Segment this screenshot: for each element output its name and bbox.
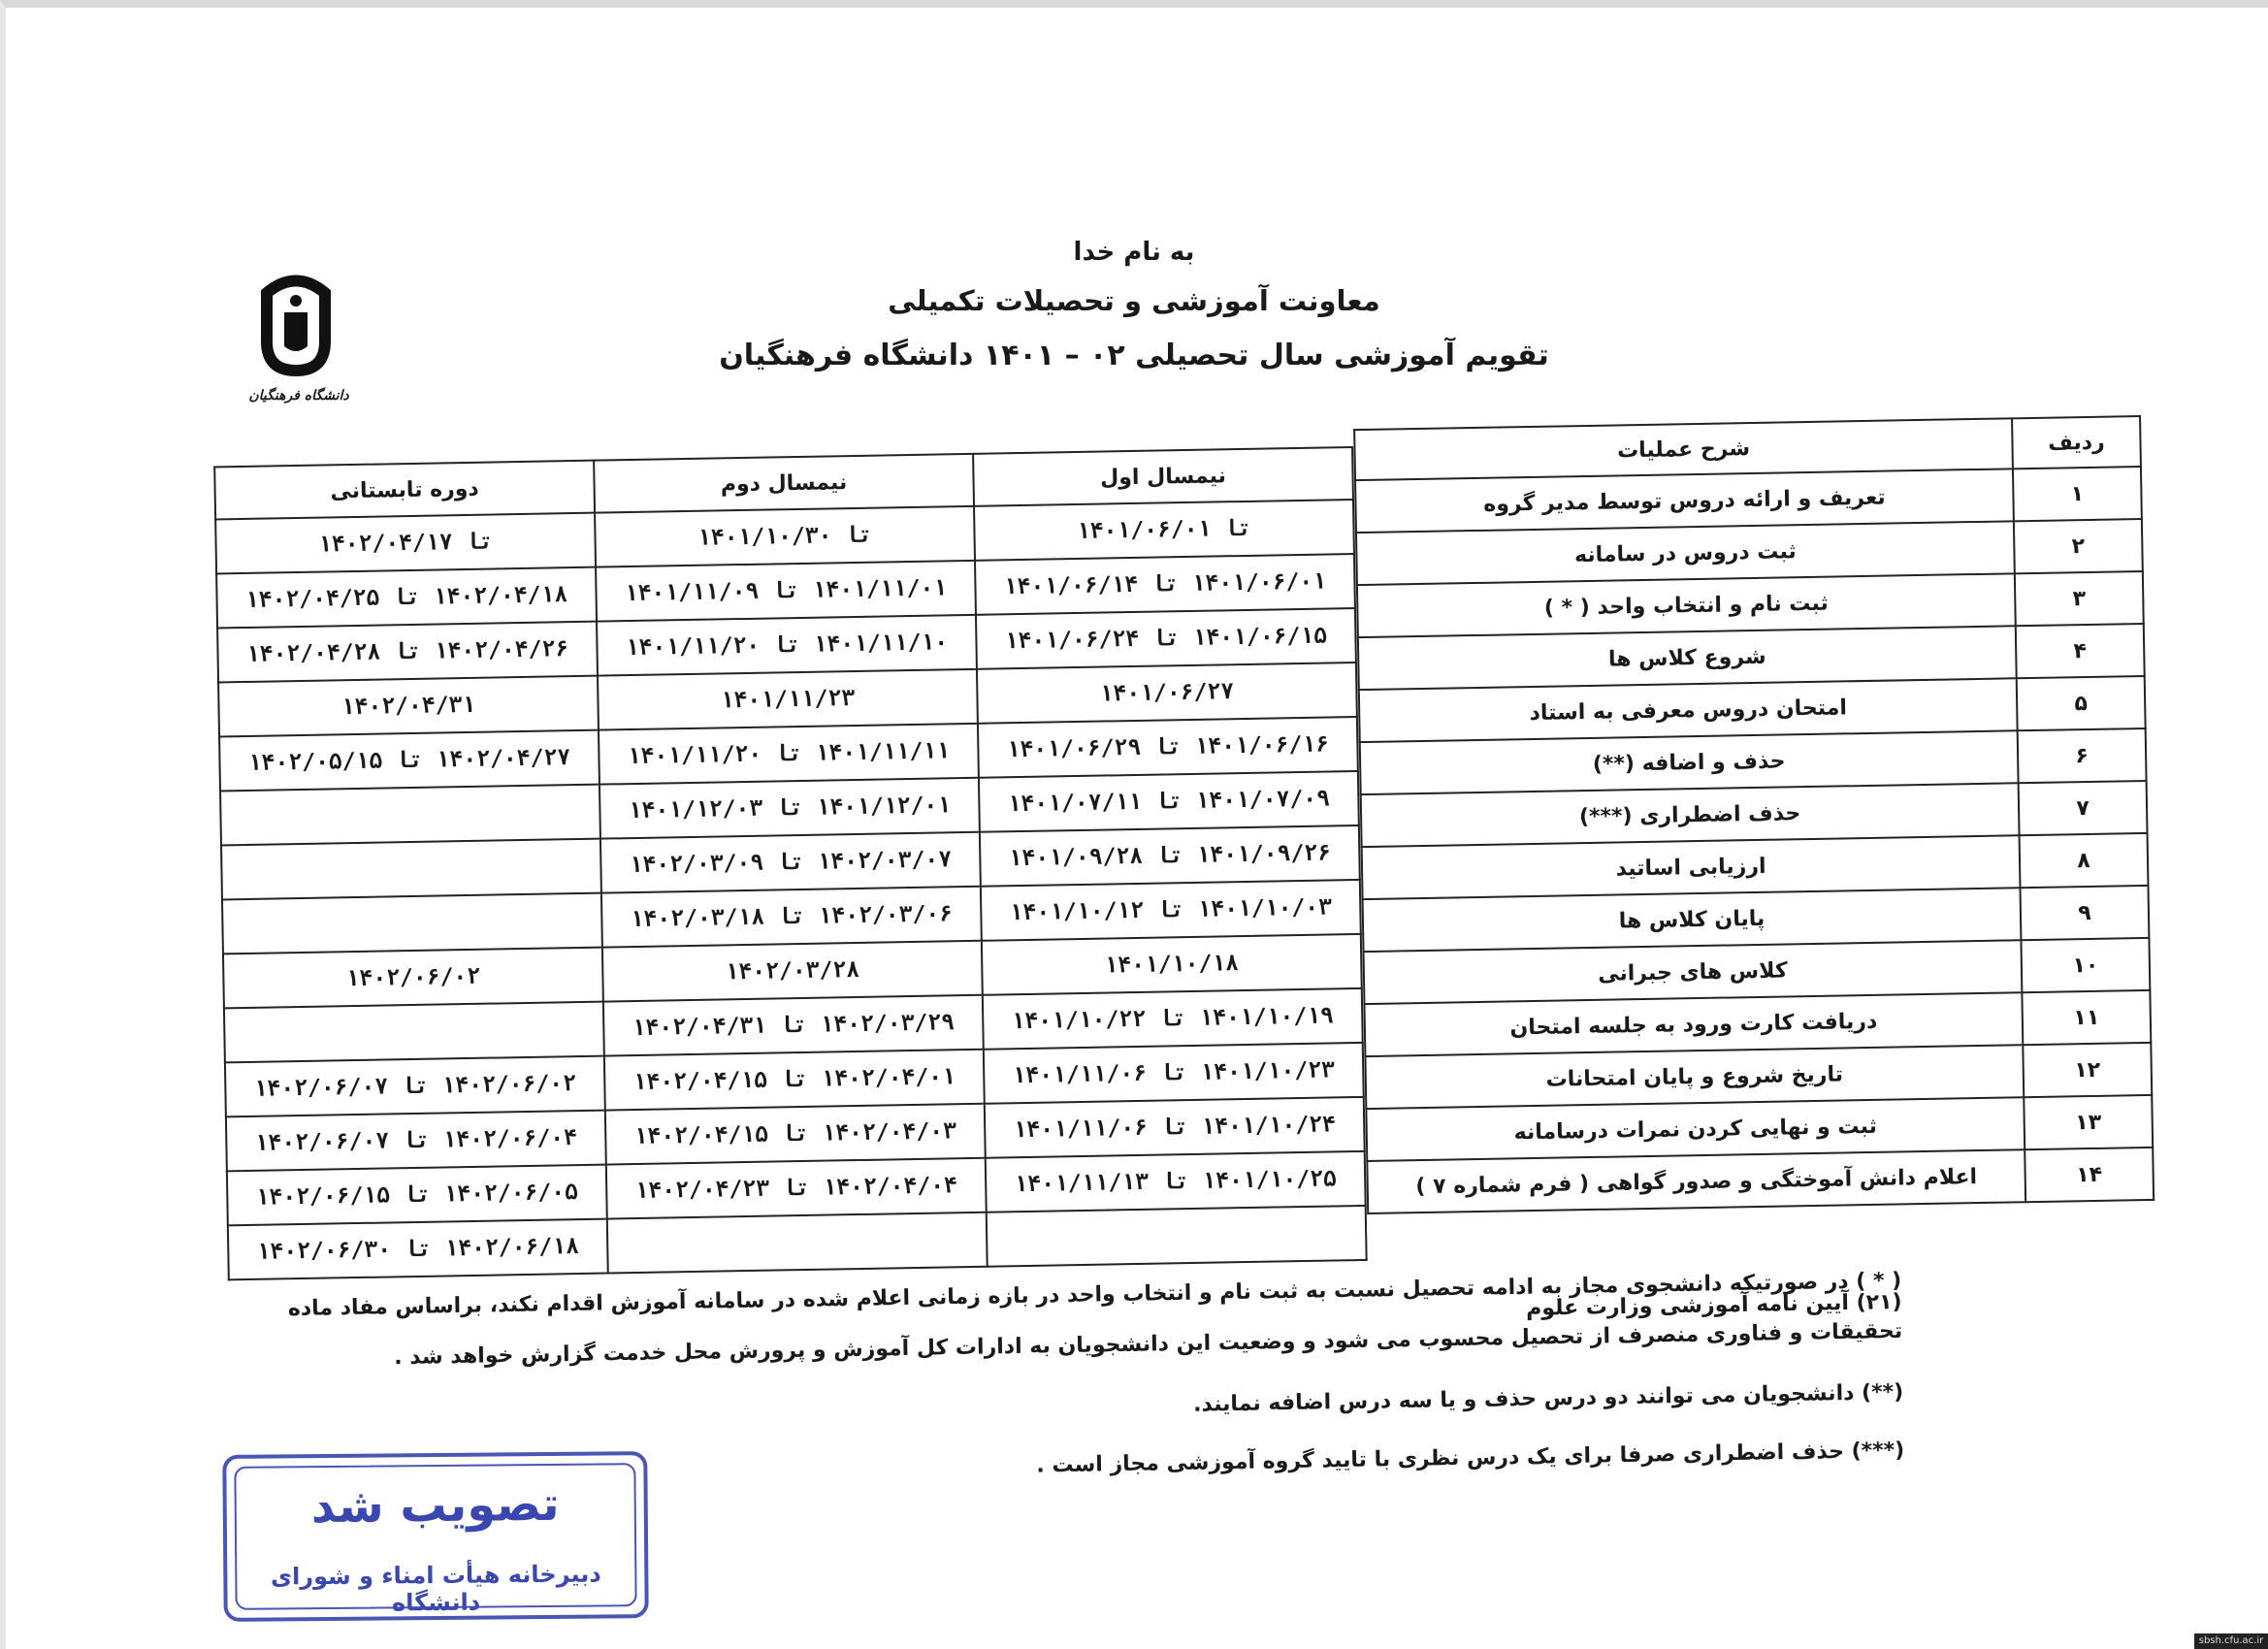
footnote-1: ( * ) در صورتیکه دانشجوی مجاز به ادامه تحصیل نسبت به ثبت نام و انتخاب واحد در بازه زمانی اعلام شده در سامانه آموزش اقدام نکند، براساس مفاد ماده (۲۱) آیین نامه آموزشی وزارت علوم (287, 1269, 1902, 1322)
row-number: ۳ (2015, 571, 2144, 626)
document-title: تقویم آموزشی سال تحصیلی ۰۲ – ۱۴۰۱ دانشگاه فرهنگیان (719, 339, 1549, 372)
operation-description: دریافت کارت ورود به جلسه امتحان (1364, 992, 2023, 1056)
operation-description: اعلام دانش آموختگی و صدور گواهی ( فرم شماره ۷ ) (1367, 1149, 2025, 1213)
operations-table (1353, 415, 2155, 1214)
second-semester-date: تا ۱۴۰۱/۱۰/۳۰ (595, 506, 975, 567)
operation-description: کلاس های جبرانی (1364, 940, 2023, 1004)
first-semester-date: ۱۴۰۱/۱۰/۲۳ تا ۱۴۰۱/۱۱/۰۶ (984, 1043, 1364, 1104)
dates-table (213, 446, 1367, 1280)
first-semester-date: ۱۴۰۱/۰۶/۰۱ تا ۱۴۰۱/۰۶/۱۴ (975, 554, 1355, 615)
second-semester-date: ۱۴۰۲/۰۳/۲۸ (602, 941, 983, 1002)
summer-term-date: ۱۴۰۲/۰۶/۰۵ تا ۱۴۰۲/۰۶/۱۵ (227, 1165, 607, 1226)
second-semester-date: ۱۴۰۲/۰۴/۰۴ تا ۱۴۰۲/۰۴/۲۳ (606, 1158, 987, 1219)
summer-term-date (221, 839, 601, 900)
operation-description: ثبت و نهایی کردن نمرات درسامانه (1366, 1097, 2025, 1161)
row-number: ۱۰ (2021, 938, 2150, 992)
summer-term-date: ۱۴۰۲/۰۴/۳۱ (218, 676, 599, 737)
second-semester-date: ۱۴۰۱/۱۱/۱۰ تا ۱۴۰۱/۱۱/۲۰ (597, 615, 977, 676)
second-semester-header: نیمسال دوم (594, 454, 974, 513)
second-semester-date: ۱۴۰۲/۰۴/۰۳ تا ۱۴۰۲/۰۴/۱۵ (605, 1104, 986, 1165)
bismillah-line: به نام خدا (1073, 238, 1195, 267)
stamp-title: تصویب شد (310, 1476, 560, 1535)
second-semester-date: ۱۴۰۲/۰۳/۰۶ تا ۱۴۰۲/۰۳/۱۸ (601, 887, 982, 948)
operation-description: تاریخ شروع و پایان امتحانات (1365, 1045, 2024, 1109)
approval-stamp (222, 1451, 648, 1622)
operation-description: شروع کلاس ها (1358, 626, 2017, 690)
summer-term-date: ۱۴۰۲/۰۶/۰۴ تا ۱۴۰۲/۰۶/۰۷ (226, 1111, 606, 1172)
row-number: ۷ (2019, 781, 2148, 835)
second-semester-date: ۱۴۰۱/۱۲/۰۱ تا ۱۴۰۱/۱۲/۰۳ (599, 778, 980, 839)
first-semester-date: ۱۴۰۱/۰۷/۰۹ تا ۱۴۰۱/۰۷/۱۱ (979, 771, 1359, 832)
first-semester-date: ۱۴۰۱/۰۹/۲۶ تا ۱۴۰۱/۰۹/۲۸ (980, 825, 1360, 887)
row-number: ۱۴ (2025, 1148, 2154, 1202)
operation-description-header: شرح عملیات (1354, 418, 2013, 480)
first-semester-date: ۱۴۰۱/۰۶/۱۵ تا ۱۴۰۱/۰۶/۲۴ (976, 608, 1356, 669)
logo-caption: دانشگاه فرهنگیان (248, 388, 349, 404)
footnote-3: (***) حذف اضطراری صرفا برای یک درس نظری با تایید گروه آموزشی مجاز است . (1036, 1438, 1905, 1478)
summer-term-date (224, 1002, 604, 1063)
first-semester-date: ۱۴۰۱/۱۰/۱۹ تا ۱۴۰۱/۱۰/۲۲ (983, 988, 1363, 1050)
university-logo-icon (247, 274, 344, 400)
first-semester-date: ۱۴۰۱/۱۰/۰۳ تا ۱۴۰۱/۱۰/۱۲ (981, 880, 1361, 941)
summer-term-date: ۱۴۰۲/۰۴/۲۶ تا ۱۴۰۲/۰۴/۲۸ (217, 622, 598, 683)
second-semester-date: ۱۴۰۱/۱۱/۲۳ (598, 669, 978, 730)
summer-term-date: ۱۴۰۲/۰۶/۰۲ (223, 948, 603, 1009)
summer-term-date: ۱۴۰۲/۰۶/۰۲ تا ۱۴۰۲/۰۶/۰۷ (225, 1056, 605, 1117)
summer-term-date: ۱۴۰۲/۰۴/۱۸ تا ۱۴۰۲/۰۴/۲۵ (216, 567, 597, 629)
summer-term-date (220, 785, 600, 846)
row-number: ۱۲ (2023, 1043, 2152, 1097)
first-semester-date: ۱۴۰۱/۱۰/۲۴ تا ۱۴۰۱/۱۱/۰۶ (985, 1097, 1365, 1158)
first-semester-date: ۱۴۰۱/۰۶/۲۷ (977, 663, 1357, 724)
operation-description: ثبت نام و انتخاب واحد ( * ) (1357, 573, 2016, 637)
first-semester-date: ۱۴۰۱/۱۰/۲۵ تا ۱۴۰۱/۱۱/۱۳ (986, 1151, 1366, 1212)
operation-description: تعریف و ارائه دروس توسط مدیر گروه (1355, 469, 2014, 533)
operation-description: ثبت دروس در سامانه (1356, 521, 2015, 585)
summer-term-date (222, 893, 602, 954)
row-number: ۱۳ (2024, 1095, 2153, 1149)
row-number: ۱۱ (2022, 990, 2151, 1045)
row-number: ۶ (2018, 728, 2147, 783)
operation-description: حذف و اضافه (**) (1360, 730, 2019, 794)
site-watermark: sbsh.cfu.ac.ir (2194, 1633, 2268, 1649)
row-number: ۴ (2016, 624, 2145, 678)
operation-description: ارزیابی اساتید (1362, 835, 2021, 899)
summer-term-date: تا ۱۴۰۲/۰۴/۱۷ (215, 513, 596, 574)
operation-description: امتحان دروس معرفی به استاد (1359, 678, 2018, 742)
row-number-header: ردیف (2012, 416, 2141, 469)
first-semester-header: نیمسال اول (973, 447, 1353, 506)
stamp-subtitle: دبیرخانه هیأت امناء و شورای دانشگاه (270, 1560, 601, 1617)
second-semester-date: ۱۴۰۱/۱۱/۱۱ تا ۱۴۰۱/۱۱/۲۰ (599, 724, 979, 785)
first-semester-date: تا ۱۴۰۱/۰۶/۰۱ (974, 500, 1354, 561)
summer-term-date: ۱۴۰۲/۰۶/۱۸ تا ۱۴۰۲/۰۶/۳۰ (228, 1219, 608, 1280)
first-semester-date: ۱۴۰۱/۰۶/۱۶ تا ۱۴۰۱/۰۶/۲۹ (978, 717, 1358, 778)
first-semester-date: ۱۴۰۱/۱۰/۱۸ (982, 934, 1362, 995)
row-number: ۸ (2020, 833, 2149, 888)
summer-term-header: دوره تابستانی (214, 461, 595, 520)
department-line: معاونت آموزشی و تحصیلات تکمیلی (888, 284, 1380, 317)
row-number: ۹ (2020, 886, 2149, 940)
summer-term-date: ۱۴۰۲/۰۴/۲۷ تا ۱۴۰۲/۰۵/۱۵ (219, 730, 599, 792)
footnote-2: (**) دانشجویان می توانند دو درس حذف و یا سه درس اضافه نمایند. (1192, 1379, 1904, 1417)
second-semester-date: ۱۴۰۱/۱۱/۰۱ تا ۱۴۰۱/۱۱/۰۹ (596, 561, 976, 622)
footnote-1-continued: تحقیقات و فناوری منصرف از تحصیل محسوب می شود و وضعیت این دانشجویان به ادارات کل آموزش و پرورش محل خدمت گزارش خواهد شد . (394, 1318, 1903, 1371)
second-semester-date: ۱۴۰۲/۰۳/۲۹ تا ۱۴۰۲/۰۴/۳۱ (603, 995, 984, 1056)
second-semester-date (607, 1212, 988, 1274)
second-semester-date: ۱۴۰۲/۰۴/۰۱ تا ۱۴۰۲/۰۴/۱۵ (604, 1050, 985, 1111)
operation-description: حذف اضطراری (***) (1361, 783, 2020, 847)
second-semester-date: ۱۴۰۲/۰۳/۰۷ تا ۱۴۰۲/۰۳/۰۹ (600, 832, 981, 893)
first-semester-date (987, 1206, 1367, 1267)
row-number: ۲ (2014, 519, 2143, 573)
row-number: ۱ (2013, 467, 2142, 521)
operation-description: پایان کلاس ها (1363, 888, 2022, 952)
row-number: ۵ (2017, 676, 2146, 730)
